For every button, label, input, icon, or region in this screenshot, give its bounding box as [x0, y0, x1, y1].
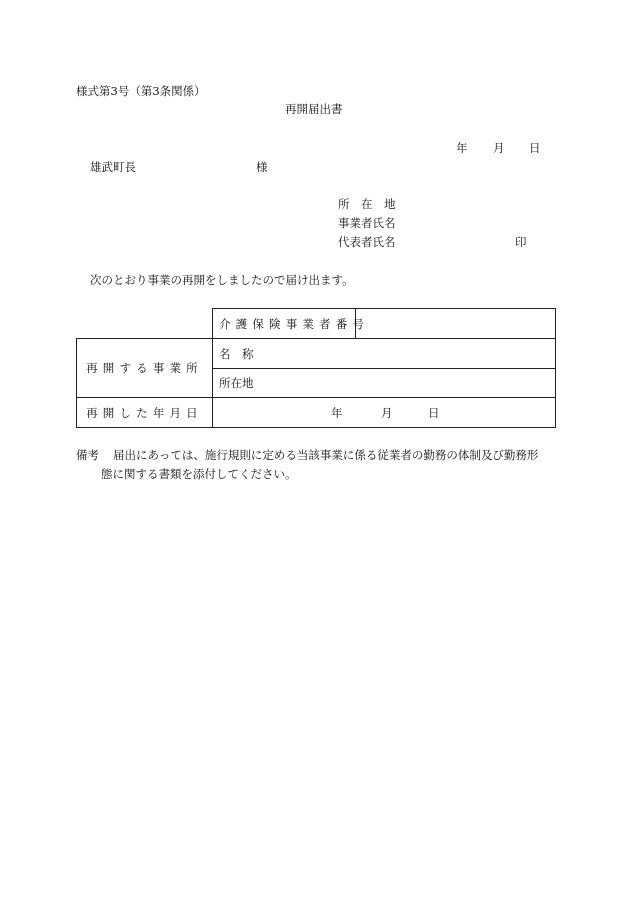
facility-label: 再開する事業所: [77, 339, 213, 398]
reopen-date-label: 再開した年月日: [77, 398, 213, 428]
date-year-label: 年: [456, 141, 468, 155]
seal-mark: 印: [515, 235, 527, 249]
applicant-business-name-label: 事業者氏名: [338, 216, 396, 230]
statement-text: 次のとおり事業の再開をしましたので届け出ます。: [90, 273, 354, 287]
date-month-label: 月: [493, 141, 505, 155]
remarks-label: 備考: [76, 448, 99, 462]
reopen-date-year: 年: [331, 405, 343, 420]
remarks-line-2: 態に関する書類を添付してください。: [101, 467, 297, 481]
date-day-label: 日: [529, 141, 541, 155]
reopen-date-field[interactable]: [213, 398, 556, 428]
reopen-date-day: 日: [428, 405, 440, 420]
insurance-number-field[interactable]: [356, 309, 556, 339]
facility-name-cell[interactable]: [213, 339, 556, 369]
facility-name-label: 名 称: [219, 346, 254, 361]
addressee-honorific: 様: [256, 160, 268, 174]
table-empty-corner: [77, 309, 213, 339]
remarks-line-1: 届出にあっては、施行規則に定める当該事業に係る従業者の勤務の体制及び勤務形: [113, 448, 539, 462]
document-title: 再開届出書: [285, 102, 343, 116]
insurance-number-label: 介護保険事業者番号: [213, 309, 356, 339]
addressee-name: 雄武町長: [90, 160, 136, 174]
applicant-address-label: 所 在 地: [338, 197, 396, 211]
applicant-representative-label: 代表者氏名: [338, 235, 396, 249]
facility-location-label: 所在地: [219, 376, 254, 390]
reopen-date-month: 月: [381, 405, 393, 420]
form-number: 様式第3号（第3条関係）: [76, 84, 206, 98]
reopen-form-table: [76, 308, 556, 428]
facility-location-cell[interactable]: [213, 369, 556, 398]
